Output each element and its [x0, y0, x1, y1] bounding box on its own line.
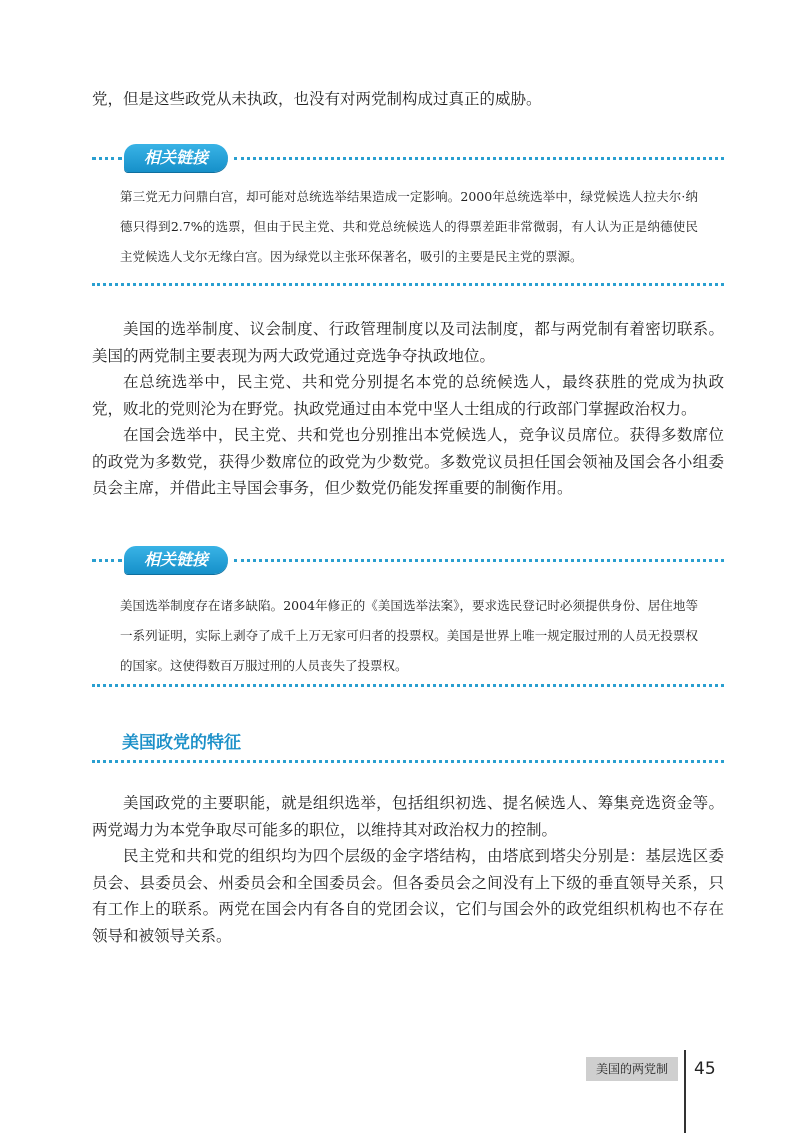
dotted-divider-bottom-2 — [92, 684, 724, 687]
dotted-divider — [234, 559, 724, 562]
footer-section-label: 美国的两党制 — [586, 1057, 678, 1081]
section-title: 美国政党的特征 — [122, 733, 241, 753]
section-paragraph-2: 民主党和共和党的组织均为四个层级的金字塔结构，由塔底到塔尖分别是：基层选区委员会、县委员会、州委员会和全国委员会。但各委员会之间没有上下级的垂直领导关系，只有工作上的联系。两党在国会内有各自的党团会议，它们与国会外的政党组织机构也不存在领导和被领导关系。 — [92, 847, 724, 945]
dotted-divider-bottom-1 — [92, 283, 724, 286]
dotted-divider — [92, 157, 122, 160]
related-link-header-2 — [92, 546, 724, 574]
body-paragraph-1: 美国的选举制度、议会制度、行政管理制度以及司法制度，都与两党制有着密切联系。美国的两党制主要表现为两大政党通过竞选争夺执政地位。 — [92, 320, 724, 365]
related-link-header-1 — [92, 144, 724, 172]
body-paragraph-2: 在总统选举中，民主党、共和党分别提名本党的总统候选人，最终获胜的党成为执政党，败北的党则沦为在野党。执政党通过由本党中坚人士组成的行政部门掌握政治权力。 — [92, 373, 724, 418]
related-link-badge: 相关链接 — [124, 546, 228, 574]
page-number: 45 — [694, 1059, 716, 1079]
page-edge-rule — [684, 1050, 686, 1133]
section-title-underline — [92, 760, 724, 763]
body-paragraph-3: 在国会选举中，民主党、共和党也分别推出本党候选人，竞争议员席位。获得多数席位的政党为多数党，获得少数席位的政党为少数党。多数党议员担任国会领袖及国会各小组委员会主席，并借此主导国会事务，但少数党仍能发挥重要的制衡作用。 — [92, 426, 724, 497]
dotted-divider — [234, 157, 724, 160]
related-link-text-2: 美国选举制度存在诸多缺陷。2004年修正的《美国选举法案》，要求选民登记时必须提供身份、居住地等一系列证明，实际上剥夺了成千上万无家可归者的投票权。美国是世界上唯一规定服过刑的人员无投票权的国家。这使得数百万服过刑的人员丧失了投票权。 — [120, 598, 698, 673]
dotted-divider — [92, 559, 122, 562]
section-paragraph-1: 美国政党的主要职能，就是组织选举，包括组织初选、提名候选人、筹集竞选资金等。两党竭力为本党争取尽可能多的职位，以维持其对政治权力的控制。 — [92, 794, 724, 839]
intro-line: 党，但是这些政党从未执政，也没有对两党制构成过真正的威胁。 — [92, 90, 542, 108]
related-link-badge: 相关链接 — [124, 144, 228, 172]
related-link-text-1: 第三党无力问鼎白宫，却可能对总统选举结果造成一定影响。2000年总统选举中，绿党候选人拉夫尔·纳德只得到2.7%的选票，但由于民主党、共和党总统候选人的得票差距非常微弱，有人认为正是纳德使民主党候选人戈尔无缘白宫。因为绿党以主张环保著名，吸引的主要是民主党的票源。 — [120, 189, 698, 264]
